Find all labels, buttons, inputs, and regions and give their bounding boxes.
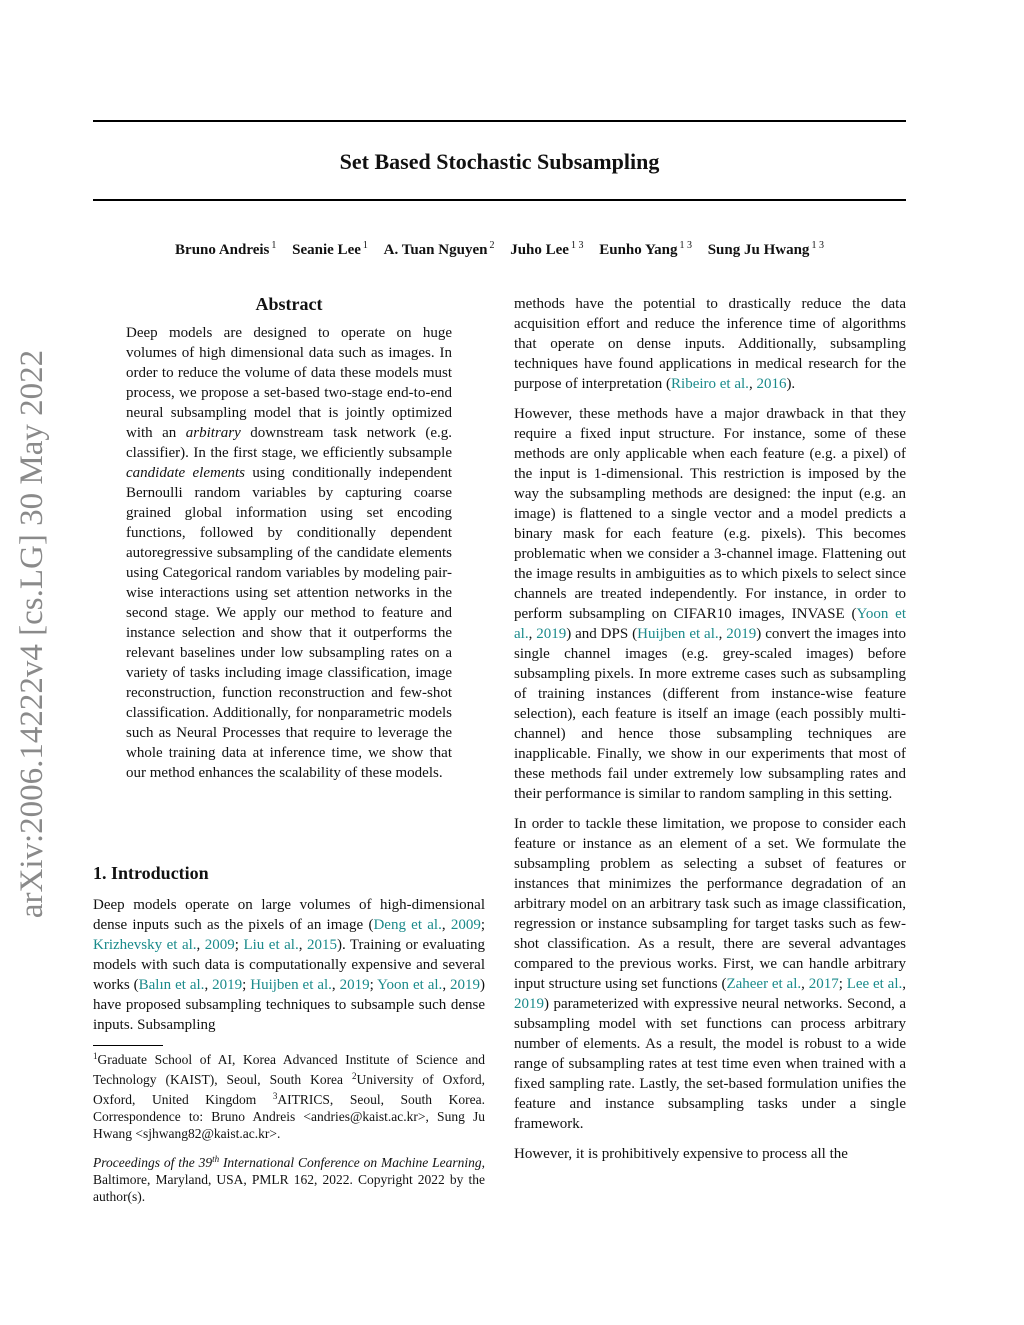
citation-link[interactable]: Krizhevsky et al. bbox=[93, 937, 197, 953]
author-affiliation: 1 3 bbox=[570, 240, 584, 251]
author-name: Juho Lee bbox=[510, 242, 569, 258]
citation-link[interactable]: 2009 bbox=[450, 917, 481, 933]
emphasis: candidate elements bbox=[126, 465, 245, 481]
author-name: Bruno Andreis bbox=[175, 242, 270, 258]
abstract-text: Deep models are designed to operate on huge volumes of high dimensional data such as images. In order to reduce the volume of data these models must process, we propose a set-based two-stage end-to-end neural subsampling model that is jointly optimized with an arbitrary downstream task network (e.g. classifier). In the first stage, we efficiently subsample candidate elements using conditionally independent Bernoulli random variables by capturing coarse grained global information using set encoding functions, followed by conditionally dependent autoregressive subsampling of the candidate elements using Categorical random variables by modeling pair-wise interactions using set attention networks in the second stage. We apply our method to feature and instance selection and show that it outperforms the relevant baselines under low subsampling rates on a variety of tasks including image classification, image reconstruction, function reconstruction and few-shot classification. Additionally, for nonparametric models such as Neural Processes that require to leverage the whole training data at inference time, we show that our method enhances the scalability of these models. bbox=[126, 325, 452, 781]
citation-link[interactable]: 2016 bbox=[756, 376, 787, 392]
citation-link[interactable]: Deng et al. bbox=[373, 917, 442, 933]
citation-link[interactable]: Lee et al. bbox=[846, 976, 903, 992]
body-paragraph: However, it is prohibitively expensive to process all the bbox=[514, 1146, 848, 1162]
author-affiliation: 1 3 bbox=[811, 240, 824, 251]
arxiv-identifier: arXiv:2006.14222v4 [cs.LG] 30 May 2022 bbox=[14, 349, 50, 919]
citation-link[interactable]: 2019 bbox=[212, 977, 243, 993]
footnote-rule bbox=[93, 1045, 163, 1046]
citation-link[interactable]: Huijben et al. bbox=[637, 626, 719, 642]
citation-link[interactable]: Yoon et al. bbox=[377, 977, 443, 993]
affiliation-footnote: $^1$Graduate School of AI, Korea Advanced Institute of Science and Technology (KAIST), Seoul, South Korea $^2$University of Oxford, Oxford, United Kingdom $^3$AITRICS, Seoul, South Korea. Correspondence to: Bruno Andreis <andries@kaist.ac.kr>, Sung Ju Hwang <sjhwang82@kaist.ac.kr>. bbox=[93, 1051, 485, 1141]
citation-link[interactable]: 2019 bbox=[536, 626, 567, 642]
citation-link[interactable]: 2009 bbox=[204, 937, 235, 953]
author bbox=[384, 236, 495, 260]
body-paragraph: In order to tackle these limitation, we propose to consider each feature or instance as an element of a set. We formulate the subsampling problem as selecting a subset of features or instances that minimizes the performance degradation of an arbitrary model on an arbitrary task such as image classification, regression or instance subsampling for target tasks such as few-shot classification. As a result, there are several advantages compared to the previous works. First, we can handle arbitrary input structure using set functions (Zaheer et al., 2017; Lee et al., 2019) parameterized with expressive neural networks. Second, a subsampling model with set functions can process arbitrary number of elements. As a result, the model is robust to a wide range of subsampling rates at test time even when trained with a fixed sampling rate. Lastly, the set-based formulation unifies the feature and instance subsampling tasks under a single framework. bbox=[514, 816, 906, 1132]
author bbox=[510, 236, 583, 260]
citation-link[interactable]: 2015 bbox=[306, 937, 337, 953]
author-name: Seanie Lee bbox=[292, 242, 361, 258]
citation-link[interactable]: Balın et al. bbox=[138, 977, 205, 993]
author-affiliation: 2 bbox=[489, 240, 495, 251]
author-list bbox=[93, 236, 906, 260]
author bbox=[708, 236, 824, 260]
citation-link[interactable]: 2019 bbox=[726, 626, 757, 642]
author bbox=[599, 236, 692, 260]
author-affiliation: 1 bbox=[271, 240, 277, 251]
abstract-heading: Abstract bbox=[255, 294, 323, 314]
author bbox=[292, 236, 368, 260]
author-affiliation: 1 3 bbox=[679, 240, 692, 251]
citation-link[interactable]: Yoon et al. bbox=[514, 606, 907, 642]
citation-link[interactable]: Zaheer et al. bbox=[726, 976, 802, 992]
intro-paragraph: Deep models operate on large volumes of high-dimensional dense inputs such as the pixels of an image (Deng et al., 2009; Krizhevsky et al., 2009; Liu et al., 2015). Training or evaluating models with such data is computationally expensive and several works (Balın et al., 2019; Huijben et al., 2019; Yoon et al., 2019) have proposed subsampling techniques to subsample such dense inputs. Subsampling bbox=[93, 897, 486, 1033]
proceedings-note: Proceedings of the 39th International Conference on Machine Learning, Baltimore, Maryland, USA, PMLR 162, 2022. Copyright 2022 by the author(s). bbox=[93, 1154, 485, 1204]
citation-link[interactable]: 2019 bbox=[514, 996, 544, 1012]
author-name: A. Tuan Nguyen bbox=[383, 242, 488, 258]
author-name: Eunho Yang bbox=[599, 242, 678, 258]
emphasis: arbitrary bbox=[185, 425, 241, 441]
citation-link[interactable]: 2019 bbox=[450, 977, 481, 993]
citation-link[interactable]: Liu et al. bbox=[243, 937, 299, 953]
citation-link[interactable]: 2019 bbox=[339, 977, 370, 993]
author-affiliation: 1 bbox=[362, 240, 368, 251]
citation-link[interactable]: Ribeiro et al. bbox=[671, 376, 749, 392]
title-rule-bottom bbox=[93, 199, 906, 201]
section-heading-introduction: 1. Introduction bbox=[93, 863, 209, 883]
body-paragraph: However, these methods have a major drawback in that they require a fixed input structure. For instance, some of these methods are only applicable when each feature (e.g. a pixel) of the input is 1-dimensional. This restriction is imposed by the way the subsampling methods are designed: the input (e.g. an image) is flattened to a single vector and a model predicts a binary mask for each feature (e.g. pixels). This becomes problematic when we consider a 3-channel image. Flattening out the image results in ambiguities as to which pixels to select since channels are treated independently. For instance, in order to perform subsampling on CIFAR10 images, INVASE (Yoon et al., 2019) and DPS (Huijben et al., 2019) convert the images into single channel images (e.g. grey-scaled images) before subsampling pixels. In more extreme cases such as subsampling of training instances (different from instance-wise feature selection), each feature is itself an image (each possibly multi-channel) and hence those subsampling techniques are inapplicable. Finally, we show in our experiments that most of these methods fail under extremely low subsampling rates and their performance is similar to random sampling in this setting. bbox=[514, 406, 907, 802]
author-name: Sung Ju Hwang bbox=[707, 242, 810, 258]
body-paragraph: methods have the potential to drastically reduce the data acquisition effort and reduce the inference time of algorithms that operate on dense inputs. Additionally, subsampling techniques have found applications in medical research for the purpose of interpretation (Ribeiro et al., 2016). bbox=[514, 296, 906, 392]
author bbox=[175, 236, 276, 260]
citation-link[interactable]: 2017 bbox=[808, 976, 839, 992]
citation-link[interactable]: Huijben et al. bbox=[250, 977, 332, 993]
right-column bbox=[514, 294, 906, 1174]
paper-title: Set Based Stochastic Subsampling bbox=[339, 149, 660, 174]
title-rule-top bbox=[93, 120, 906, 122]
